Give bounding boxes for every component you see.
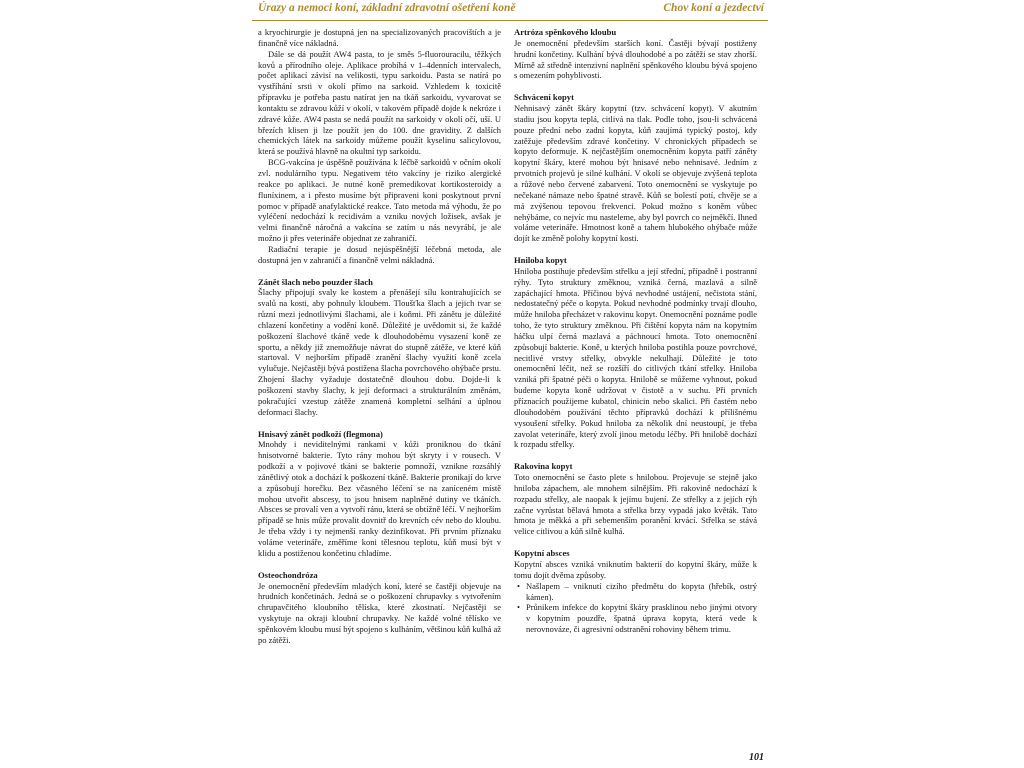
section-text: Mnohdy i neviditelnými rankami v kůži proniknou do tkání hnisotvorné bakterie. Tyto rány mohou být skryty i v rousech. V podkoží a v pojivové tkáni se bakterie pomnoží, vznikne rozsáhlý zánětlivý otok a dochází k poškození tkáně. Bakterie pronikají do krve a způsobují horečku. Bez včasného léčení se na zaníceném místě mohou utvořit abscesy, to jsou hnisem naplněné dutiny ve tkáních. Absces se provalí ven a vytvoří ránu, která se obtížně léčí. V nejhorším případě se hnis může provalit dovnitř do krevních cév nebo do kloubu. Je třeba vždy i ty nejmenší ranky dezinfikovat. Při prvním příznaku voláme veterináře, změříme koni tělesnou teplotu, kůň musí být v klidu a postiženou končetinu chladíme. [258,439,501,558]
paragraph: Radiační terapie je dosud nejúspěšnější léčebná metoda, ale dostupná jen v zahraničí a finančně velmi nákladná. [258,243,501,265]
paragraph: Dále se dá použít AW4 pasta, to je směs 5-fluorouracilu, těžkých kovů a přírodního oleje. Aplikace probíhá v 1–4denních intervalech, počet aplikací závisí na velikosti, typu sarkoidu. Pasta se natírá po vystříhání srsti v okolí přímo na sarkoid. Vzhledem k toxicitě přípravku je potřeba pastu natírat jen na tkáň sarkoidu, vyvarovat se kontaktu se zdravou kůží v okolí, v takovém případě dojde k nekróze i zdravé kůže. AW4 pasta se nedá použít na sarkoidy v okolí očí, uší. U březích klisen ji lze použít jen do 100. dne gravidity. Z dalších chemických látek na sarkoidy můžeme použít kyselinu salicylovou, která se používá hlavně na okultní typ sarkoidu. [258,48,501,157]
book-title: Chov koní a jezdectví [663,2,764,14]
running-header [252,0,768,21]
list-item: • Našlapem – vniknutí cizího předmětu do kopyta (hřebík, ostrý kámen). [526,581,757,603]
section-text: Kopytní absces vzniká vniknutím bakterií do kopytní škáry, může k tomu dojít dvěma způsoby. [514,558,757,580]
section-laminitis [514,92,757,244]
section-text: Je onemocnění především starších koní. Častěji bývají postiženy hrudní končetiny. Kulhání bývá dlouhodobé a po zátěži se stav zhorší. Mírně až středně intenzivní naplnění spěnkového kloubu bývá spojeno s omezením pohyblivosti. [514,37,757,81]
section-heading: Hnisavý zánět podkoží (flegmona) [258,428,383,439]
section-heading: Zánět šlach nebo pouzder šlach [258,276,373,287]
section-phlegmon [258,429,501,559]
paragraph: BCG-vakcína je úspěšně používána k léčbě sarkoidů v očním okolí zvl. nodulárního typu. Negativem této vakcíny je riziko alergické reakce po aplikaci. Je nutné koně premedikovat kortikosteroidy a fluníxinem, a i přesto musíme být připraveni koni poskytnout první pomoc v případě anafylaktické reakce. Tato metoda má výhodu, že po vyléčení nedochází k recidivám a vzniku nových ložisek, avšak je velmi finančně náročná a vakcína se zatím u nás nevyrábí, je ale možno ji přes veterináře objednat ze zahraničí. [258,157,501,244]
right-column [514,27,757,635]
section-thrush [514,255,757,450]
bullet-list [514,581,757,635]
section-text: Šlachy připojují svaly ke kostem a přenášejí sílu kontrahujících se svalů na kosti, aby pohnuly kloubem. Tloušťka šlach a jejich tvar se různí mezi jednotlivými šlachami, ale i koňmi. Při zánětu je důležité chlazení končetiny a vodění koně. Důležité je uvědomit si, že každé poškození šlachové tkáně vede k dlouhodobému vysazení koně ze sportu, a někdy již znemožňuje návrat do stupně zátěže, ve které kůň startoval. V nejhorším případě zranění šlachy využití koně zcela vylučuje. Nejčastěji bývá postižena šlacha povrchového ohýbače prstu. Zhojení šlachy vyžaduje dostatečně dlouhou dobu. Dojde-li k poškození stavby šlachy, k její deformaci a strukturálním změnám, pokračující vzestup zátěže znamená kompletní selhání a úplnou deformaci šlachy. [258,287,501,417]
page-number: 101 [749,752,764,763]
section-tendonitis [258,277,501,418]
book-page [252,0,768,768]
section-heading: Schvácení kopyt [514,92,574,103]
list-item: • Průnikem infekce do kopytní škáry prasklinou nebo jinými otvory v kopytním pouzdře, špatná úprava kopyta, která vede k nerovnováze, či agresivní odstranění rohoviny během trimu. [526,602,757,635]
section-heading: Hniloba kopyt [514,255,567,266]
section-canker [514,461,757,537]
section-heading: Rakovina kopyt [514,461,573,472]
chapter-title: Úrazy a nemoci koní, základní zdravotní ošetření koně [258,2,516,14]
section-text: Je onemocnění především mladých koní, které se častěji objevuje na hrudních končetinách. Jedná se o poškození chrupavky s vytvořením chrupavčitého kloubního tělíska, které zkostnatí. Nejčastěji se vyskytuje na okraji kloubní chrupavky. Ne každé volné tělísko ve spěnkovém kloubu musí být spojeno s kulháním, většinou kůň kulhá až po zátěži. [258,580,501,645]
section-text: Hniloba postihuje především střelku a její střední, případně i postranní rýhy. Tyto struktury změknou, vzniká černá, mazlavá a silně zapáchající hmota. Příčinou bývá nevhodné ustájení, nečistota stání, nedostatečný péče o kopyta. Pokud nevhodné podmínky trvají dlouho, může hniloba přecházet v rakovinu kopyt. Onemocnění poznáme podle toho, že tyto struktury změknou. Při čištění kopyta nám na kopytním háčku ulpí černá mazlavá a páchnoucí hmota. Toto onemocnění způsobují bakterie. Koně, u kterých hniloba postihla pouze povrchové, necitlivé vrstvy střelky, obvykle nekulhají. Důležité je toto onemocnění léčit, než se rozšíří do citlivých tkání střelky. Hniloba vzniká při špatné péči o kopyta. Hnilobě se můžeme vyhnout, pokud budeme kopyta koně udržovat v čistotě a v suchu. Při prvních příznacích použijeme kubatol, chinicin nebo skalici. Při častém nebo dlouhodobém používání těchto přípravků dochází k přílišnému vysoušení střelky. Pokud hniloba za několik dní neustoupí, je třeba zavolat veterináře, který zvolí jinou metodu léčby. Při hnilobě dochází k rozpadu střelky. [514,265,757,450]
paragraph: a kryochirurgie je dostupná jen na specializovaných pracovištích a je finančně více nákladná. [258,27,501,48]
section-heading: Artróza spěnkového kloubu [514,27,617,37]
section-osteochondrosis [258,570,501,646]
section-heading: Kopytní absces [514,548,570,559]
section-hoof-abscess [514,548,757,635]
section-text: Nehnisavý zánět škáry kopytní (tzv. schvácení kopyt). V akutním stadiu jsou kopyta teplá, citlivá na tlak. Podle toho, jsou-li schvácená pouze přední nebo zadní kopyta, kůň zaujímá typický postoj, kdy zatěžuje především zdravé končetiny. V chronických případech se kopyto deformuje. K nejčastějším onemocněním kopyta patří záněty kopytní škáry, které mohou být hnisavé nebo nehnisavé. Jedním z prvotních projevů je silné kulhání. V okolí se objevuje zvýšená teplota a růžové nebo červené zabarvení. Toto onemocnění se vyskytuje po nečekané námaze nebo špatné stravě. Kůň se bolestí potí, chvěje se a má zvýšenou tepovou frekvenci. Pokud možno s koněm vůbec nehýbáme, co nejvíc mu nasteleme, aby byl povrch co nejměkčí. Ihned voláme veterináře. Hmotnost koně a tahem hlubokého ohýbače může dojít ke změně polohy kopytní kosti. [514,103,757,244]
left-column [258,27,501,646]
section-fetlock-arthrosis [514,27,757,81]
section-heading: Osteochondróza [258,569,318,580]
section-text: Toto onemocnění se často plete s hnilobou. Projevuje se stejně jako hniloba zápachem, ale mnohem silnějším. Při rakovině nedochází k rozpadu střelky, ale naopak k jejímu bujení. Ze střelky a z jejích rýh začne vyrůstat bělavá hmota a střelka brzy vypadá jako květák. Tato hmota je měkká a při sebemenším poranění krvácí. Střelka se stává velice citlivou a kůň silně kulhá. [514,472,757,537]
